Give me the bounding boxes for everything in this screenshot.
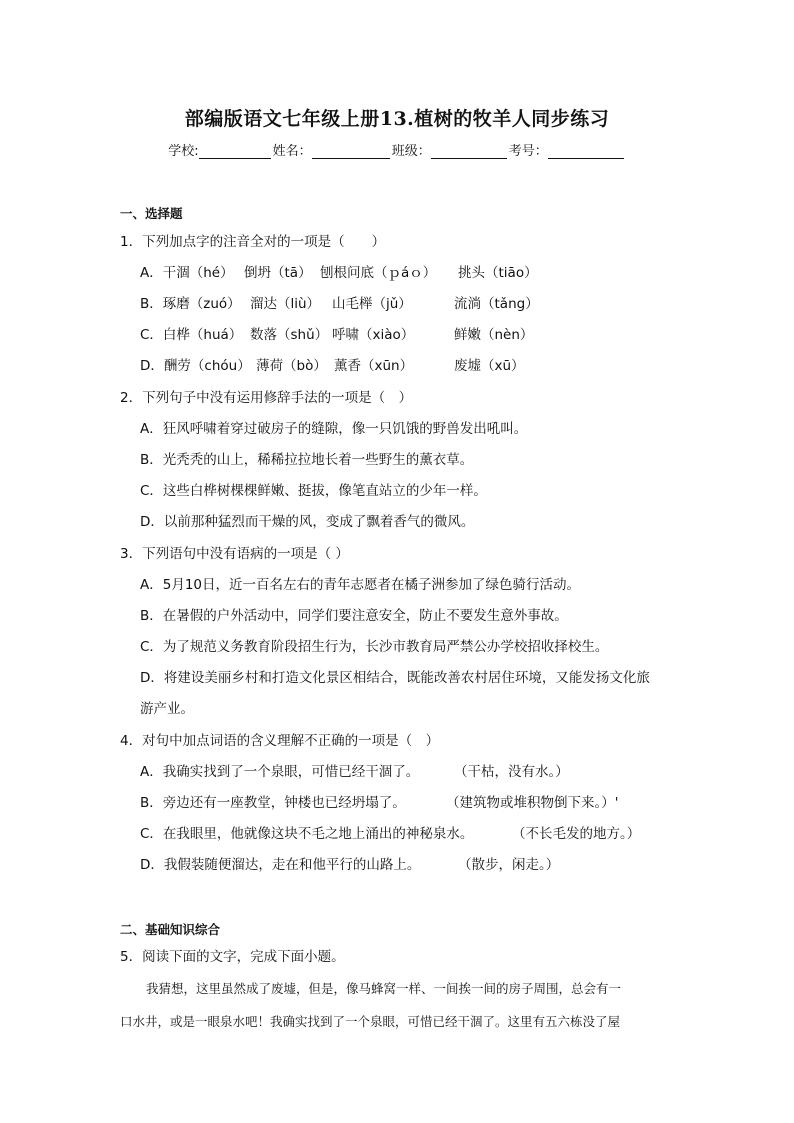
q1d-item-3: 薰香（xūn）: [334, 358, 414, 374]
passage-line-2: 口水井，或是一眼泉水吧！我确实找到了一个泉眼，可惜已经干涸了。这里有五六栋没了屋: [120, 1014, 621, 1029]
question-3-option-b: B．在暑假的户外活动中，同学们要注意安全，防止不要发生意外事故。: [140, 608, 568, 624]
question-2-option-b: B．光秃秃的山上，稀稀拉拉地长着一些野生的薰衣草。: [140, 452, 474, 468]
question-4-option-c: [140, 822, 640, 842]
question-1-option-b: [140, 292, 539, 312]
q1a-item-2: 倒坍（tā）: [244, 265, 312, 281]
q1b-item-3: 山毛榉（jǔ）: [332, 296, 412, 312]
q4b-meaning: （建筑物或堆积物倒下来。）': [446, 795, 619, 811]
q1a-item-4: 挑头（tiāo）: [458, 265, 538, 281]
q4a-sentence: A．我确实找到了一个泉眼，可惜已经干涸了。: [140, 764, 420, 780]
name-label: 姓名：: [272, 144, 312, 159]
question-1-option-c: [140, 323, 533, 343]
q4a-meaning: （干枯，没有水。）: [454, 764, 569, 780]
q1b-item-2: 溜达（liù）: [250, 296, 321, 312]
question-2-option-a: A．狂风呼啸着穿过破房子的缝隙，像一只饥饿的野兽发出吼叫。: [140, 421, 528, 437]
q1c-item-4: 鲜嫩（nèn）: [454, 327, 534, 343]
q1d-item-2: 薄荷（bò）: [256, 358, 327, 374]
q1b-item-4: 流淌（tǎng）: [454, 296, 539, 312]
section-heading-basics: 二、基础知识综合: [120, 922, 221, 937]
q4b-sentence: B．旁边还有一座教堂，钟楼也已经坍塌了。: [140, 795, 406, 811]
class-label: 班级：: [391, 144, 431, 159]
question-3-option-d-line2: 游产业。: [140, 701, 194, 717]
q1a-item-1: A．干涸（hé）: [140, 265, 234, 281]
q1c-item-2: 数落（shǔ）: [250, 327, 329, 343]
question-2-option-c: C．这些白桦树棵棵鲜嫩、挺拔，像笔直站立的少年一样。: [140, 483, 487, 499]
question-2-option-d: D．以前那种猛烈而干燥的风，变成了飘着香气的微风。: [140, 514, 475, 530]
name-blank: [312, 144, 390, 159]
question-3-stem: 3．下列语句中没有语病的一项是（ ）: [120, 546, 349, 562]
question-4-option-d: [140, 853, 559, 873]
question-4-option-b: [140, 791, 618, 811]
question-1-stem: 1．下列加点字的注音全对的一项是（ ）: [120, 234, 386, 250]
exam-no-blank: [548, 144, 624, 159]
q1c-item-3: 呼啸（xiào）: [332, 327, 415, 343]
passage-line-1: 我猜想，这里虽然成了废墟，但是，像马蜂窝一样、一间挨一间的房子周围，总会有一: [146, 981, 622, 996]
q1d-item-4: 废墟（xū）: [454, 358, 525, 374]
question-3-option-a: A．5月10日，近一百名左右的青年志愿者在橘子洲参加了绿色骑行活动。: [140, 577, 581, 593]
question-4-option-a: [140, 760, 569, 780]
student-info-line: [0, 140, 794, 159]
q4c-sentence: C．在我眼里，他就像这块不毛之地上涌出的神秘泉水。: [140, 826, 474, 842]
question-1-option-d: [140, 354, 525, 374]
page-title: 部编版语文七年级上册13.植树的牧羊人同步练习: [184, 108, 610, 130]
question-4-stem: 4．对句中加点词语的含义理解不正确的一项是（ ）: [120, 733, 440, 749]
q1d-item-1: D．酬劳（chóu）: [140, 358, 251, 374]
question-3-option-c: C．为了规范义务教育阶段招生行为，长沙市教育局严禁公办学校招收择校生。: [140, 639, 609, 655]
question-2-stem: 2．下列句子中没有运用修辞手法的一项是（ ）: [120, 390, 413, 406]
class-blank: [431, 144, 507, 159]
q1a-item-3: 刨根问底（ｐáｏ）: [320, 265, 437, 281]
q4c-meaning: （不长毛发的地方。）: [512, 826, 641, 842]
q1c-item-1: C．白桦（huá）: [140, 327, 243, 343]
section-heading-choice: 一、选择题: [120, 206, 183, 221]
question-1-option-a: [140, 261, 538, 281]
school-label: 学校:: [168, 144, 199, 159]
q4d-sentence: D．我假装随便溜达，走在和他平行的山路上。: [140, 857, 421, 873]
q4d-meaning: （散步，闲走。）: [458, 857, 560, 873]
question-5-stem: 5．阅读下面的文字，完成下面小题。: [120, 949, 345, 965]
exam-no-label: 考号：: [508, 144, 548, 159]
question-3-option-d-line1: D．将建设美丽乡村和打造文化景区相结合，既能改善农村居住环境，又能发扬文化旅: [140, 670, 650, 686]
school-blank: [199, 144, 271, 159]
q1b-item-1: B．琢磨（zuó）: [140, 296, 241, 312]
